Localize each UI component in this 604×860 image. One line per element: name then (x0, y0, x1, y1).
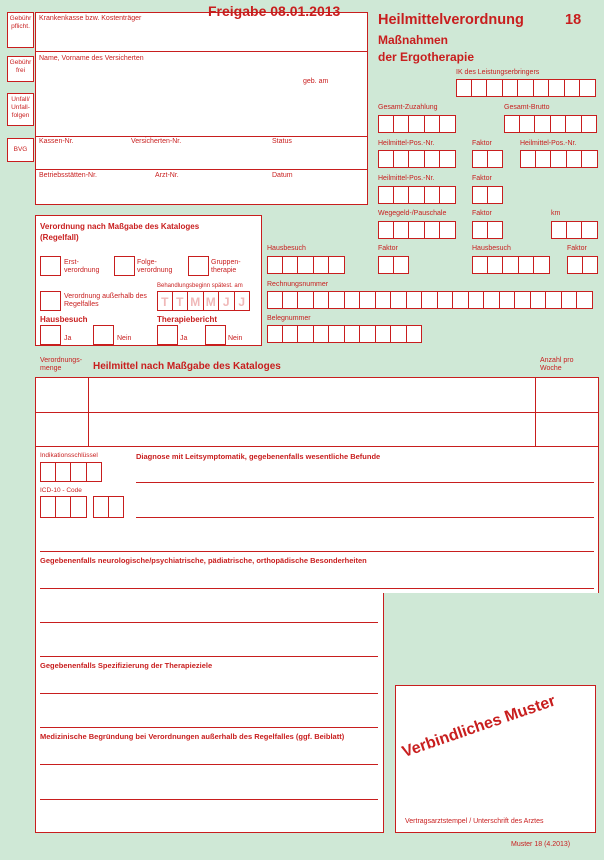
remedy-row-1-per-week[interactable] (536, 378, 598, 411)
home-visit-label-2: Hausbesuch (472, 245, 511, 252)
indication-field[interactable] (40, 462, 102, 482)
digit-cell[interactable] (551, 150, 567, 168)
gross-field[interactable] (504, 115, 597, 133)
site-no-field[interactable] (36, 181, 151, 203)
report-no-checkbox[interactable] (205, 325, 226, 345)
remedy-row-2-qty[interactable] (36, 413, 87, 446)
icd-field-2[interactable] (93, 496, 124, 518)
home-visit-no-label: Nein (117, 335, 132, 342)
invoice-field[interactable] (267, 291, 593, 309)
insurer-no-label: Kassen-Nr. (39, 138, 74, 145)
digit-cell[interactable] (567, 221, 583, 239)
digit-cell[interactable] (378, 256, 394, 274)
diagnosis-field[interactable] (134, 462, 594, 518)
digit-cell[interactable] (394, 186, 410, 204)
date-field[interactable] (270, 181, 366, 203)
digit-cell[interactable] (520, 115, 536, 133)
digit-cell[interactable] (267, 256, 283, 274)
factor-label-4: Faktor (378, 245, 398, 252)
pos-field-3[interactable] (378, 186, 456, 204)
first-prescription-checkbox[interactable] (40, 256, 61, 276)
digit-cell[interactable]: J (219, 291, 235, 311)
digit-cell[interactable] (577, 291, 593, 309)
digit-cell[interactable] (567, 256, 583, 274)
digit-cell[interactable] (503, 256, 519, 274)
report-heading: Therapiebericht (157, 315, 218, 324)
digit-cell[interactable] (582, 115, 598, 133)
outside-rule-label: Verordnung außerhalb des Regelfalles (64, 293, 147, 308)
digit-cell[interactable] (503, 79, 519, 97)
indication-label: Indikationsschlüssel (40, 452, 98, 459)
digit-cell[interactable] (360, 325, 376, 343)
form-number: 18 (565, 12, 582, 28)
digit-cell[interactable] (519, 256, 535, 274)
home-visit-no-checkbox[interactable] (93, 325, 114, 345)
prescription-title-2: (Regelfall) (40, 233, 79, 242)
digit-cell[interactable] (314, 291, 330, 309)
digit-cell[interactable] (376, 325, 392, 343)
insured-no-field[interactable] (128, 147, 268, 167)
travel-label: Wegegeld-/Pauschale (378, 210, 447, 217)
digit-cell[interactable] (425, 150, 441, 168)
digit-cell[interactable] (520, 150, 536, 168)
digit-cell[interactable] (453, 291, 469, 309)
digit-cell[interactable] (394, 115, 410, 133)
digit-cell[interactable] (583, 256, 599, 274)
digit-cell[interactable] (360, 291, 376, 309)
digit-cell[interactable] (407, 325, 423, 343)
release-date: Freigabe 08.01.2013 (208, 3, 341, 19)
icd-label: ICD-10 - Code (40, 487, 82, 494)
home-visit-label-1: Hausbesuch (267, 245, 306, 252)
digit-cell[interactable] (580, 79, 596, 97)
digit-cell[interactable] (440, 150, 456, 168)
digit-cell[interactable] (472, 150, 488, 168)
digit-cell[interactable] (551, 115, 567, 133)
remedy-row-1-name[interactable] (89, 378, 534, 411)
fee-free-label: Gebühr frei (9, 59, 32, 74)
km-field[interactable] (551, 221, 598, 239)
digit-cell[interactable] (425, 186, 441, 204)
digit-cell[interactable] (582, 150, 598, 168)
home-visit-field-1[interactable] (267, 256, 345, 274)
fee-free-checkbox[interactable] (7, 56, 34, 82)
factor-field-3[interactable] (472, 221, 503, 239)
stamp-label: Vertragsarztstempel / Unterschrift des Arztes (405, 818, 544, 825)
home-visit-yes-checkbox[interactable] (40, 325, 61, 345)
digit-cell[interactable]: M (188, 291, 204, 311)
fee-required-label: Gebühr pflicht. (9, 15, 32, 30)
digit-cell[interactable] (546, 291, 562, 309)
receipt-field[interactable] (267, 325, 422, 343)
accident-checkbox[interactable] (7, 93, 34, 126)
digit-cell[interactable] (518, 79, 534, 97)
digit-cell[interactable] (394, 221, 410, 239)
home-visit-heading: Hausbesuch (40, 315, 88, 324)
digit-cell[interactable] (314, 325, 330, 343)
remedies-title: Heilmittel nach Maßgabe des Kataloges (93, 361, 281, 372)
digit-cell[interactable] (378, 115, 394, 133)
per-week-label: Anzahl pro Woche (540, 357, 574, 372)
digit-cell[interactable] (409, 186, 425, 204)
digit-cell[interactable] (549, 79, 565, 97)
digit-cell[interactable] (440, 221, 456, 239)
digit-cell[interactable] (488, 150, 504, 168)
factor-field-1[interactable] (472, 150, 503, 168)
insurer-label: Krankenkasse bzw. Kostenträger (39, 15, 142, 22)
digit-cell[interactable] (71, 496, 87, 518)
digit-cell[interactable] (504, 115, 520, 133)
digit-cell[interactable]: J (235, 291, 251, 311)
outside-rule-checkbox[interactable] (40, 291, 61, 311)
ik-label: IK des Leistungserbringers (456, 69, 540, 76)
digit-cell[interactable] (40, 462, 56, 482)
dob-label: geb. am (303, 78, 329, 85)
status-field[interactable] (270, 147, 366, 167)
digit-cell[interactable] (56, 496, 72, 518)
digit-cell[interactable] (283, 325, 299, 343)
site-no-label: Betriebsstätten-Nr. (39, 172, 97, 179)
digit-cell[interactable] (484, 291, 500, 309)
digit-cell[interactable] (345, 325, 361, 343)
digit-cell[interactable] (109, 496, 125, 518)
digit-cell[interactable] (283, 291, 299, 309)
digit-cell[interactable] (93, 496, 109, 518)
digit-cell[interactable] (565, 79, 581, 97)
accident-label: Unfall/ Unfall- folgen (11, 96, 30, 119)
digit-cell[interactable]: T (157, 291, 173, 311)
pos-label-3: Heilmittel-Pos.-Nr. (378, 175, 435, 182)
form-subtitle-1: Maßnahmen (378, 33, 449, 47)
km-label: km (551, 210, 561, 217)
factor-field-5[interactable] (567, 256, 598, 274)
form-id: Muster 18 (4.2013) (511, 841, 571, 848)
home-visit-yes-label: Ja (64, 335, 72, 342)
form-subtitle-2: der Ergotherapie (378, 50, 475, 64)
remedy-row-2-per-week[interactable] (536, 413, 598, 446)
insured-no-label: Versicherten-Nr. (131, 138, 182, 145)
prescription-title-1: Verordnung nach Maßgabe des Kataloges (40, 222, 200, 231)
digit-cell[interactable] (582, 221, 598, 239)
watermark-text: Verbindliches Muster (400, 692, 558, 762)
digit-cell[interactable] (438, 291, 454, 309)
digit-cell[interactable] (472, 186, 488, 204)
digit-cell[interactable] (472, 79, 488, 97)
digit-cell[interactable] (329, 256, 345, 274)
insurer-field[interactable] (36, 24, 366, 50)
digit-cell[interactable] (329, 325, 345, 343)
special-field[interactable] (38, 566, 594, 656)
digit-cell[interactable] (329, 291, 345, 309)
digit-cell[interactable]: M (204, 291, 220, 311)
copay-field[interactable] (378, 115, 456, 133)
digit-cell[interactable] (378, 186, 394, 204)
digit-cell[interactable] (515, 291, 531, 309)
digit-cell[interactable] (566, 115, 582, 133)
digit-cell[interactable] (298, 291, 314, 309)
digit-cell[interactable] (536, 150, 552, 168)
first-prescription-label: Erst- verordnung (64, 259, 100, 274)
doctor-no-field[interactable] (153, 181, 268, 203)
bvg-label: BVG (13, 146, 28, 153)
factor-field-4[interactable] (378, 256, 409, 274)
pos-label-2: Heilmittel-Pos.-Nr. (520, 140, 577, 147)
digit-cell[interactable] (534, 79, 550, 97)
date-label: Datum (272, 172, 293, 179)
digit-cell[interactable] (469, 291, 485, 309)
factor-label-3: Faktor (472, 210, 492, 217)
digit-cell[interactable] (531, 291, 547, 309)
digit-cell[interactable] (40, 496, 56, 518)
digit-cell[interactable] (267, 291, 283, 309)
copay-label: Gesamt-Zuzahlung (378, 104, 438, 111)
report-no-label: Nein (228, 335, 243, 342)
digit-cell[interactable] (534, 256, 550, 274)
report-yes-label: Ja (180, 335, 188, 342)
status-label: Status (272, 138, 292, 145)
digit-cell[interactable] (456, 79, 472, 97)
bvg-checkbox[interactable] (7, 138, 34, 162)
digit-cell[interactable] (488, 256, 504, 274)
remedy-row-2-name[interactable] (89, 413, 534, 446)
digit-cell[interactable] (56, 462, 72, 482)
digit-cell[interactable] (267, 325, 283, 343)
doctor-stamp-box[interactable] (395, 685, 596, 833)
digit-cell[interactable] (551, 221, 567, 239)
digit-cell[interactable] (71, 462, 87, 482)
digit-cell[interactable] (440, 186, 456, 204)
name-field[interactable] (36, 64, 296, 134)
followup-prescription-checkbox[interactable] (114, 256, 135, 276)
digit-cell[interactable] (500, 291, 516, 309)
digit-cell[interactable] (488, 186, 504, 204)
digit-cell[interactable] (298, 256, 314, 274)
digit-cell[interactable] (535, 115, 551, 133)
gross-label: Gesamt-Brutto (504, 104, 550, 111)
factor-label-2: Faktor (472, 175, 492, 182)
digit-cell[interactable] (345, 291, 361, 309)
factor-label-1: Faktor (472, 140, 492, 147)
digit-cell[interactable] (378, 221, 394, 239)
ik-field[interactable] (456, 79, 596, 97)
digit-cell[interactable] (425, 115, 441, 133)
home-visit-field-2[interactable] (472, 256, 550, 274)
travel-field[interactable] (378, 221, 456, 239)
digit-cell[interactable] (378, 150, 394, 168)
dob-field[interactable] (300, 88, 366, 134)
digit-cell[interactable] (409, 150, 425, 168)
doctor-no-label: Arzt-Nr. (155, 172, 179, 179)
start-date-field[interactable] (157, 291, 250, 309)
digit-cell[interactable] (298, 325, 314, 343)
start-date-label: Behandlungsbeginn spätest. am (157, 283, 243, 289)
followup-prescription-label: Folge- verordnung (137, 259, 173, 274)
digit-cell[interactable] (425, 221, 441, 239)
factor-label-5: Faktor (567, 245, 587, 252)
digit-cell[interactable] (283, 256, 299, 274)
digit-cell[interactable] (376, 291, 392, 309)
digit-cell[interactable] (472, 221, 488, 239)
qty-label: Verordnungs- menge (40, 357, 83, 372)
digit-cell[interactable] (422, 291, 438, 309)
digit-cell[interactable] (87, 462, 103, 482)
justification-label: Medizinische Begründung bei Verordnungen außerhalb des Regelfalles (ggf. Beiblatt) (40, 732, 345, 741)
special-label: Gegebenenfalls neurologische/psychiatrische, pädiatrische, orthopädische Besonderheiten (40, 556, 367, 565)
receipt-label: Belegnummer (267, 315, 311, 322)
digit-cell[interactable] (394, 256, 410, 274)
digit-cell[interactable] (409, 115, 425, 133)
form-title: Heilmittelverordnung (378, 12, 524, 28)
report-yes-checkbox[interactable] (157, 325, 178, 345)
digit-cell[interactable] (562, 291, 578, 309)
group-therapy-checkbox[interactable] (188, 256, 209, 276)
justification-field[interactable] (38, 742, 378, 830)
fee-required-checkbox[interactable] (7, 12, 34, 48)
digit-cell[interactable] (391, 291, 407, 309)
goals-label: Gegebenenfalls Spezifizierung der Therapieziele (40, 661, 213, 670)
name-label: Name, Vorname des Versicherten (39, 55, 144, 62)
factor-field-2[interactable] (472, 186, 503, 204)
remedy-row-1-qty[interactable] (36, 378, 87, 411)
digit-cell[interactable] (567, 150, 583, 168)
icd-field-1[interactable] (40, 496, 87, 518)
digit-cell[interactable]: T (173, 291, 189, 311)
invoice-label: Rechnungsnummer (267, 281, 329, 288)
diagnosis-title: Diagnose mit Leitsymptomatik, gegebenenfalls wesentliche Befunde (136, 452, 381, 461)
digit-cell[interactable] (440, 115, 456, 133)
digit-cell[interactable] (409, 221, 425, 239)
digit-cell[interactable] (394, 150, 410, 168)
digit-cell[interactable] (407, 291, 423, 309)
group-therapy-label: Gruppen- therapie (211, 259, 241, 274)
pos-field-1[interactable] (378, 150, 456, 168)
pos-field-2[interactable] (520, 150, 598, 168)
digit-cell[interactable] (488, 221, 504, 239)
insurer-no-field[interactable] (36, 147, 126, 167)
pos-label-1: Heilmittel-Pos.-Nr. (378, 140, 435, 147)
goals-field[interactable] (38, 671, 378, 731)
digit-cell[interactable] (391, 325, 407, 343)
digit-cell[interactable] (314, 256, 330, 274)
digit-cell[interactable] (487, 79, 503, 97)
digit-cell[interactable] (472, 256, 488, 274)
